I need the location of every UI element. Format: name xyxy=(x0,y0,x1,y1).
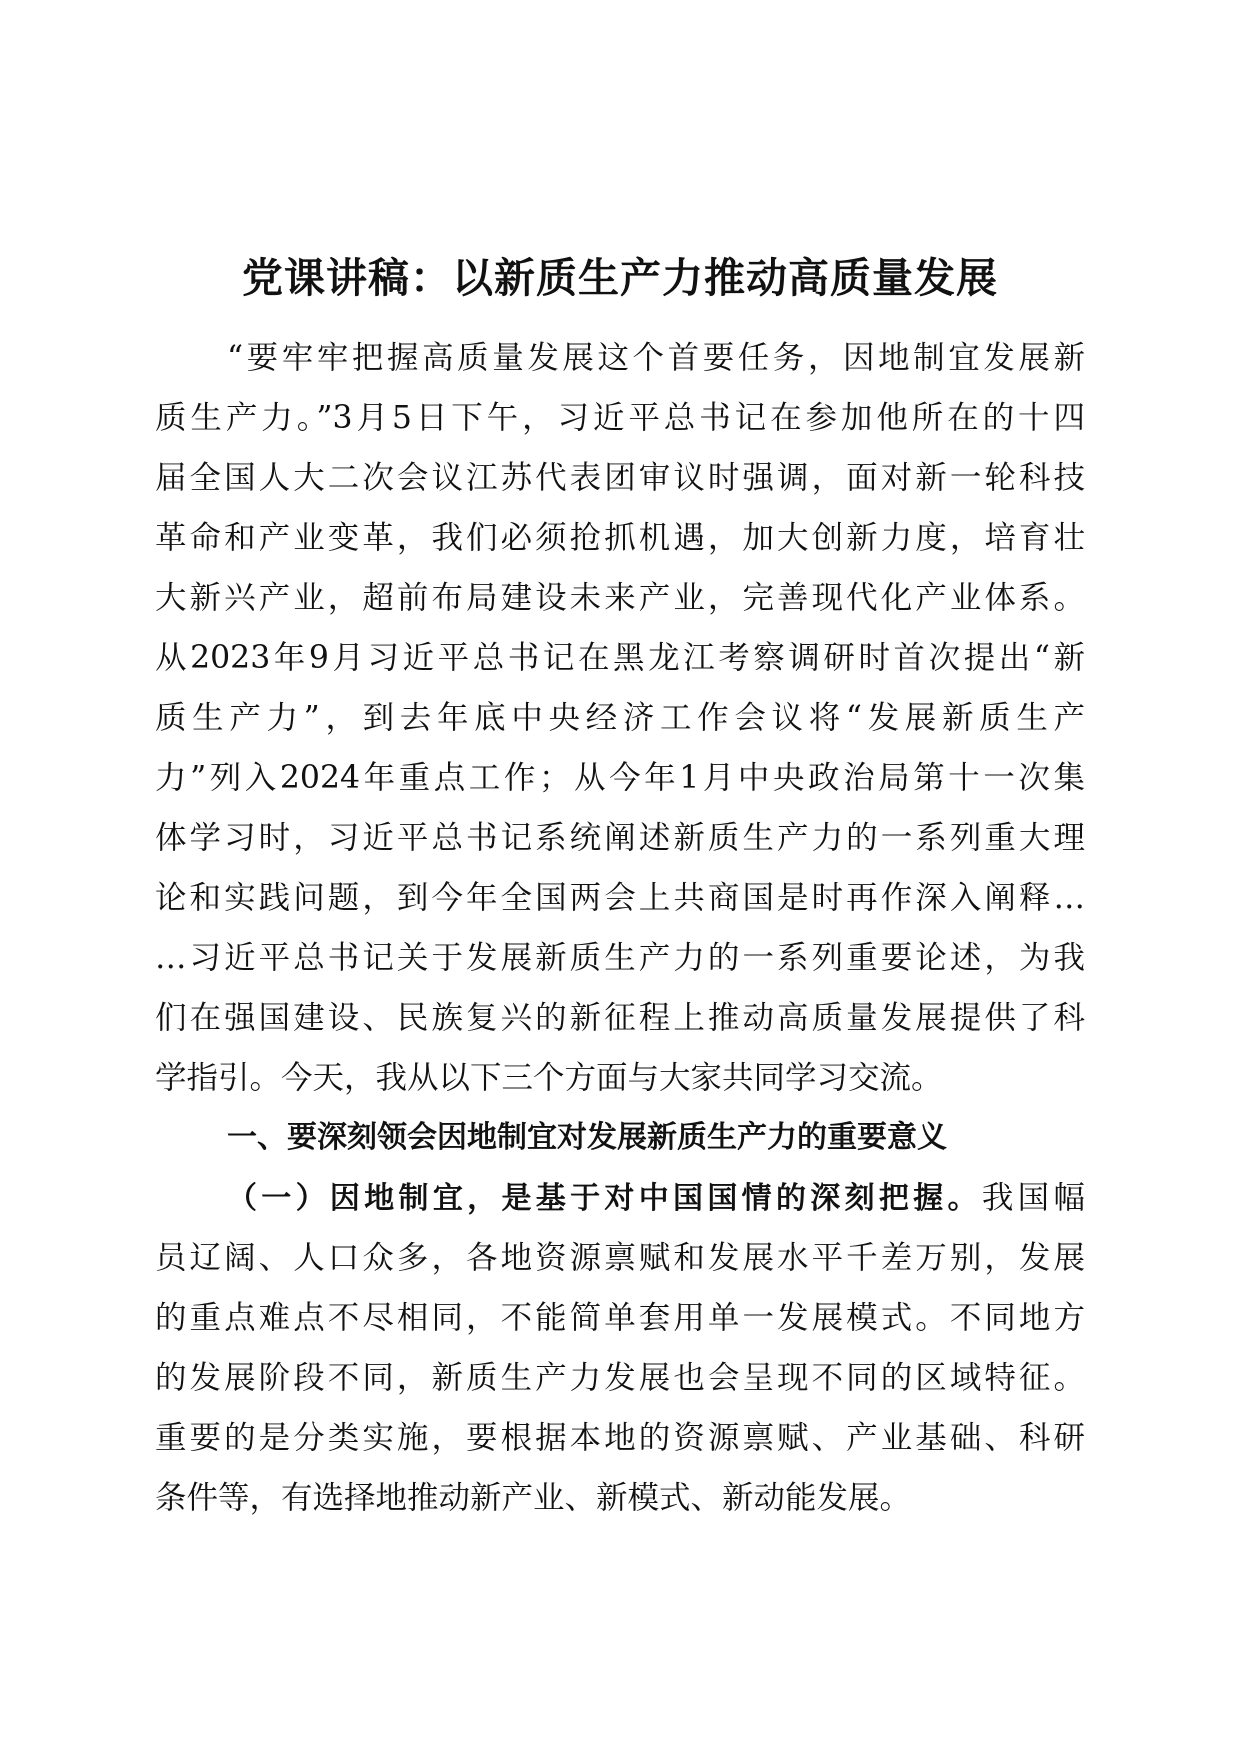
paragraph-line: 条件等，有选择地推动新产业、新模式、新动能发展。 xyxy=(155,1480,912,1516)
subsection-first-line xyxy=(155,1168,1085,1228)
paragraph-line: 员辽阔、人口众多，各地资源禀赋和发展水平千差万别，发展 xyxy=(155,1240,1085,1276)
paragraph-line: 的发展阶段不同，新质生产力发展也会呈现不同的区域特征。 xyxy=(155,1360,1085,1396)
paragraph-line: 体学习时，习近平总书记系统阐述新质生产力的一系列重大理 xyxy=(155,820,1085,856)
paragraph-line: 从2023年9月习近平总书记在黑龙江考察调研时首次提出“新 xyxy=(155,640,1086,676)
paragraph-line: 的重点难点不尽相同，不能简单套用单一发展模式。不同地方 xyxy=(155,1300,1085,1336)
paragraph-line: …习近平总书记关于发展新质生产力的一系列重要论述，为我 xyxy=(155,940,1085,976)
paragraph-line: 大新兴产业，超前布局建设未来产业，完善现代化产业体系。 xyxy=(155,580,1085,616)
paragraph-line: 论和实践问题，到今年全国两会上共商国是时再作深入阐释… xyxy=(155,880,1085,916)
paragraph-line: 革命和产业变革，我们必须抢抓机遇，加大创新力度，培育壮 xyxy=(155,520,1085,556)
subsection-heading: （一）因地制宜，是基于对中国国情的深刻把握。 xyxy=(227,1181,982,1216)
paragraph-line: 质生产力。”3月5日下午，习近平总书记在参加他所在的十四 xyxy=(155,400,1085,436)
document-title: 党课讲稿：以新质生产力推动高质量发展 xyxy=(242,254,998,302)
subsection-first-line-text: 我国幅 xyxy=(981,1180,1085,1216)
paragraph-line: 质生产力”，到去年底中央经济工作会议将“发展新质生产 xyxy=(155,700,1085,736)
paragraph-line: 力”列入2024年重点工作；从今年1月中央政治局第十一次集 xyxy=(155,760,1085,796)
paragraph-line: 重要的是分类实施，要根据本地的资源禀赋、产业基础、科研 xyxy=(155,1420,1085,1456)
section-heading: 一、要深刻领会因地制宜对发展新质生产力的重要意义 xyxy=(227,1120,947,1155)
paragraph-line: “要牢牢把握高质量发展这个首要任务，因地制宜发展新 xyxy=(227,340,1085,376)
paragraph-line: 学指引。今天，我从以下三个方面与大家共同学习交流。 xyxy=(155,1060,943,1096)
paragraph-line: 届全国人大二次会议江苏代表团审议时强调，面对新一轮科技 xyxy=(155,460,1085,496)
paragraph-line: 们在强国建设、民族复兴的新征程上推动高质量发展提供了科 xyxy=(155,1000,1085,1036)
